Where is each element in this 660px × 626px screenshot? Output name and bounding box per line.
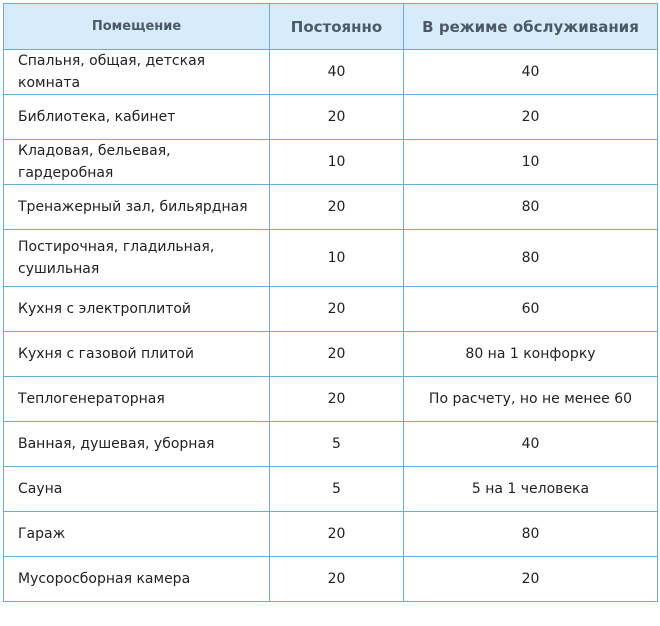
constant-cell: 20 [270,377,404,422]
constant-cell: 5 [270,422,404,467]
room-cell: Постирочная, гладильная, сушильная [4,230,270,287]
table-row [4,140,658,185]
table-row [4,512,658,557]
table-row [4,557,658,602]
table-row [4,95,658,140]
table-row [4,377,658,422]
table-row [4,467,658,512]
service-cell: 40 [404,422,658,467]
service-cell: 80 [404,512,658,557]
room-cell: Гараж [4,512,270,557]
service-cell: 20 [404,95,658,140]
table-row [4,185,658,230]
table-row [4,287,658,332]
service-cell: По расчету, но не менее 60 [404,377,658,422]
table-header [4,4,658,50]
constant-cell: 40 [270,50,404,95]
constant-cell: 10 [270,140,404,185]
constant-cell: 20 [270,512,404,557]
table-body [4,50,658,602]
table-row [4,50,658,95]
table-row [4,230,658,287]
table-row [4,332,658,377]
service-cell: 20 [404,557,658,602]
service-cell: 10 [404,140,658,185]
service-cell: 60 [404,287,658,332]
room-cell: Кухня с газовой плитой [4,332,270,377]
room-cell: Библиотека, кабинет [4,95,270,140]
constant-cell: 20 [270,95,404,140]
header-service-mode: В режиме обслуживания [404,4,658,50]
table-row [4,422,658,467]
room-cell: Кладовая, бельевая, гардеробная [4,140,270,185]
header-constant: Постоянно [270,4,404,50]
room-cell: Мусоросборная камера [4,557,270,602]
room-cell: Ванная, душевая, уборная [4,422,270,467]
constant-cell: 20 [270,332,404,377]
constant-cell: 20 [270,287,404,332]
room-cell: Сауна [4,467,270,512]
ventilation-table [3,3,658,602]
header-row [4,4,658,50]
service-cell: 80 [404,185,658,230]
service-cell: 80 [404,230,658,287]
constant-cell: 20 [270,557,404,602]
service-cell: 5 на 1 человека [404,467,658,512]
room-cell: Теплогенераторная [4,377,270,422]
room-cell: Кухня с электроплитой [4,287,270,332]
constant-cell: 10 [270,230,404,287]
room-cell: Спальня, общая, детская комната [4,50,270,95]
header-room: Помещение [4,4,270,50]
constant-cell: 5 [270,467,404,512]
service-cell: 80 на 1 конфорку [404,332,658,377]
room-cell: Тренажерный зал, бильярдная [4,185,270,230]
constant-cell: 20 [270,185,404,230]
service-cell: 40 [404,50,658,95]
